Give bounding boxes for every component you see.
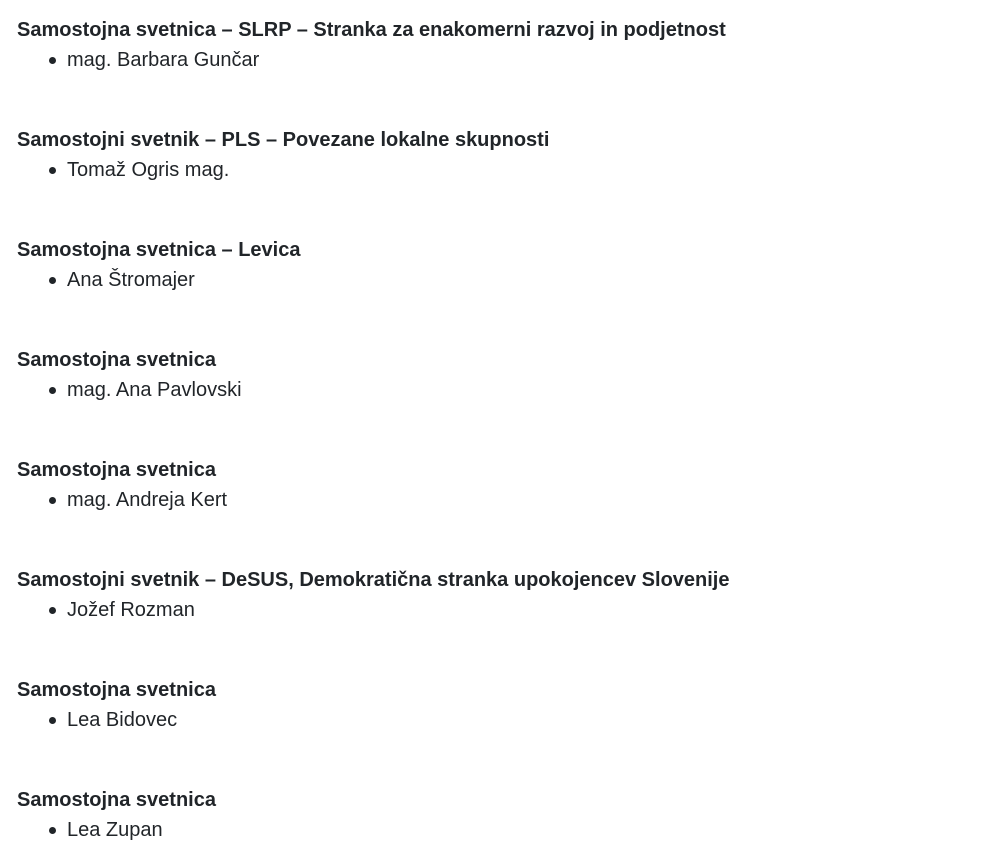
- member-list: [17, 817, 977, 842]
- group-title: Samostojna svetnica: [17, 789, 216, 811]
- member-item: [17, 707, 977, 733]
- member-item: [17, 47, 977, 73]
- council-group: [17, 787, 977, 842]
- bullet-icon: [49, 167, 56, 174]
- member-name: Jožef Rozman: [67, 599, 195, 621]
- council-group: [17, 457, 977, 567]
- member-item: [17, 157, 977, 183]
- group-title: Samostojna svetnica – Levica: [17, 239, 301, 261]
- member-name: Ana Štromajer: [67, 269, 195, 291]
- bullet-icon: [49, 607, 56, 614]
- group-title: Samostojna svetnica: [17, 459, 216, 481]
- council-group: [17, 347, 977, 457]
- member-list: [17, 377, 977, 403]
- bullet-icon: [49, 717, 56, 724]
- member-name: mag. Barbara Gunčar: [67, 49, 260, 71]
- group-title: Samostojna svetnica: [17, 679, 216, 701]
- bullet-icon: [49, 277, 56, 284]
- member-name: Lea Zupan: [67, 819, 163, 841]
- council-group: [17, 567, 977, 677]
- council-group: [17, 127, 977, 237]
- member-name: mag. Andreja Kert: [67, 489, 228, 511]
- bullet-icon: [49, 497, 56, 504]
- bullet-icon: [49, 827, 56, 834]
- council-group: [17, 17, 977, 127]
- member-list: [17, 707, 977, 733]
- member-item: [17, 597, 977, 623]
- member-item: [17, 487, 977, 513]
- member-item: [17, 267, 977, 293]
- member-item: [17, 377, 977, 403]
- group-title: Samostojna svetnica – SLRP – Stranka za enakomerni razvoj in podjetnost: [17, 19, 726, 41]
- member-list: [17, 267, 977, 293]
- group-title: Samostojni svetnik – PLS – Povezane lokalne skupnosti: [17, 129, 550, 151]
- member-list: [17, 487, 977, 513]
- group-title: Samostojna svetnica: [17, 349, 216, 371]
- member-name: Tomaž Ogris mag.: [67, 159, 230, 181]
- member-name: Lea Bidovec: [67, 709, 178, 731]
- member-list: [17, 597, 977, 623]
- member-name: mag. Ana Pavlovski: [67, 379, 242, 401]
- bullet-icon: [49, 57, 56, 64]
- member-item: [17, 817, 977, 842]
- council-groups-list: [17, 17, 977, 842]
- member-list: [17, 157, 977, 183]
- group-title: Samostojni svetnik – DeSUS, Demokratična stranka upokojencev Slovenije: [17, 569, 730, 591]
- member-list: [17, 47, 977, 73]
- bullet-icon: [49, 387, 56, 394]
- council-group: [17, 237, 977, 347]
- council-group: [17, 677, 977, 787]
